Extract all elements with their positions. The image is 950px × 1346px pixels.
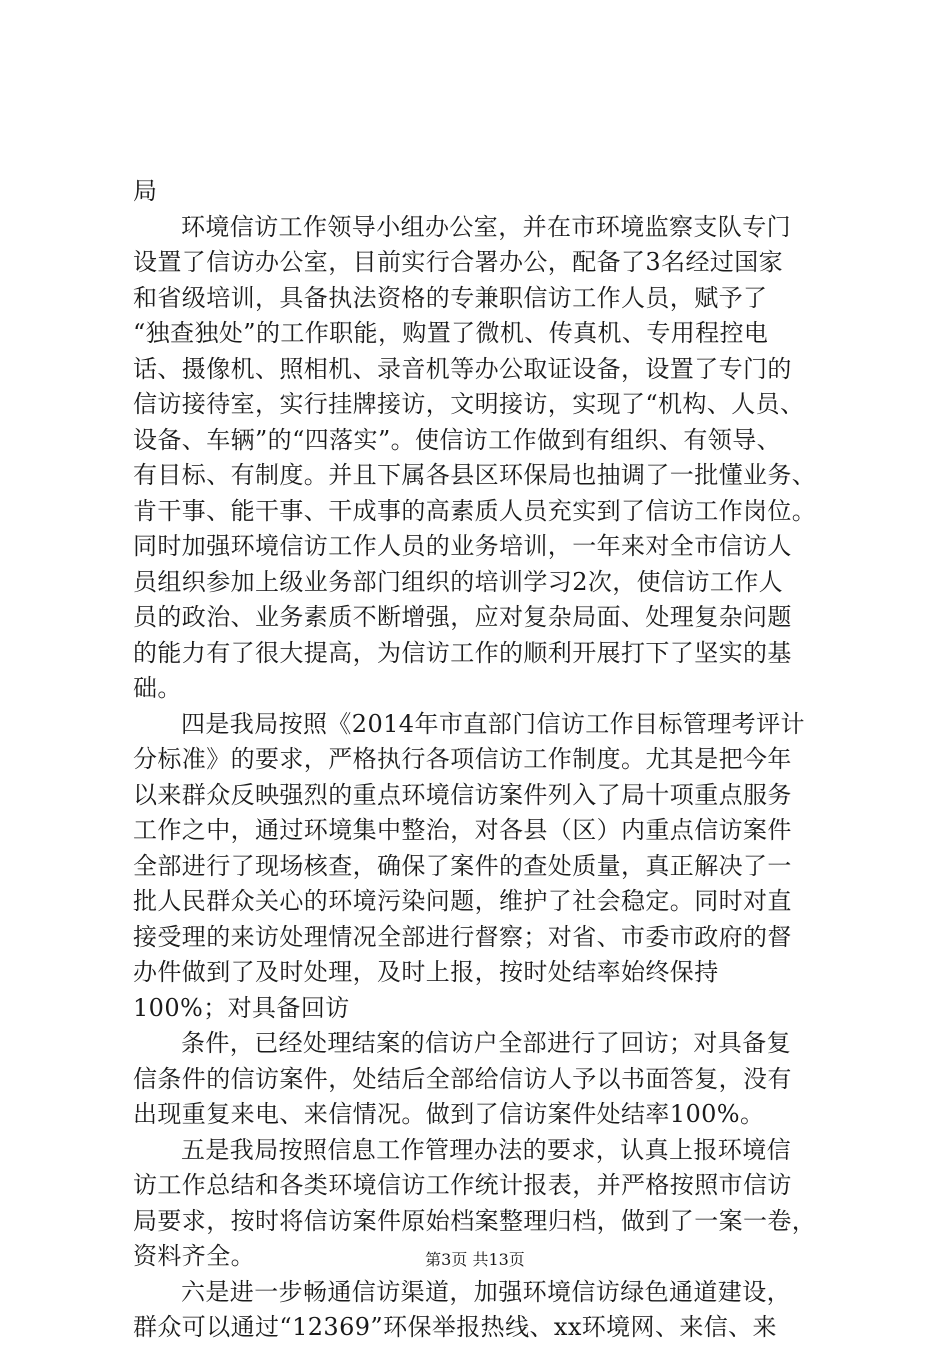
text-line: 员组织参加上级业务部门组织的培训学习2次，使信访工作人 [133,567,784,596]
text-line: 条件，已经处理结案的信访户全部进行了回访；对具备复 [181,1029,791,1057]
text-line: 六是进一步畅通信访渠道，加强环境信访绿色通道建设， [181,1277,791,1306]
text-line: 100%；对具备回访 [133,993,350,1022]
text-line: 信访接待室，实行挂牌接访，文明接访，实现了“机构、人员、 [133,390,805,418]
page-number-footer: 第3页 共13页 [425,1250,525,1269]
text-line: 员的政治、业务素质不断增强，应对复杂局面、处理复杂问题 [133,603,792,631]
text-line: 设置了信访办公室，目前实行合署办公，配备了3名经过国家 [133,248,784,276]
text-line: 接受理的来访处理情况全部进行督察；对省、市委市政府的督 [133,922,792,951]
text-line: 环境信访工作领导小组办公室，并在市环境监察支队专门 [181,212,791,241]
text-line: 批人民群众关心的环境污染问题，维护了社会稳定。同时对直 [133,887,792,915]
text-line: 五是我局按照信息工作管理办法的要求，认真上报环境信 [181,1135,791,1164]
text-line: “独查独处”的工作职能，购置了微机、传真机、专用程控电 [133,319,769,347]
text-line: 全部进行了现场核查，确保了案件的查处质量，真正解决了一 [133,851,792,880]
text-line: 础。 [133,674,182,702]
text-line: 和省级培训，具备执法资格的专兼职信访工作人员，赋予了 [133,283,768,312]
text-line: 肯干事、能干事、干成事的高素质人员充实到了信访工作岗位。 [133,496,817,525]
text-line: 设备、车辆”的“四落实”。使信访工作做到有组织、有领导、 [133,425,782,454]
text-line: 的能力有了很大提高，为信访工作的顺利开展打下了坚实的基 [133,638,792,667]
text-line: 资料齐全。 [133,1242,255,1270]
text-line: 办件做到了及时处理，及时上报，按时处结率始终保持 [133,958,719,986]
text-line: 访工作总结和各类环境信访工作统计报表，并严格按照市信访 [133,1171,792,1199]
text-line: 有目标、有制度。并且下属各县区环保局也抽调了一批懂业务、 [133,461,817,489]
text-line: 四是我局按照《2014年市直部门信访工作目标管理考评计 [181,709,805,738]
document-body [133,174,833,1346]
text-line: 分标准》的要求，严格执行各项信访工作制度。尤其是把今年 [133,745,792,773]
text-line: 出现重复来电、来信情况。做到了信访案件处结率100%。 [133,1100,765,1128]
text-line: 工作之中，通过环境集中整治，对各县（区）内重点信访案件 [133,816,792,844]
text-line: 局 [133,177,158,205]
text-line: 同时加强环境信访工作人员的业务培训，一年来对全市信访人 [133,532,792,560]
text-line: 话、摄像机、照相机、录音机等办公取证设备，设置了专门的 [133,354,792,383]
text-line: 信条件的信访案件，处结后全部给信访人予以书面答复，没有 [133,1064,792,1093]
text-line: 以来群众反映强烈的重点环境信访案件列入了局十项重点服务 [133,780,792,809]
text-line: 群众可以通过“12369”环保举报热线、xx环境网、来信、来 [133,1313,777,1341]
text-line: 局要求，按时将信访案件原始档案整理归档，做到了一案一卷， [133,1206,817,1235]
